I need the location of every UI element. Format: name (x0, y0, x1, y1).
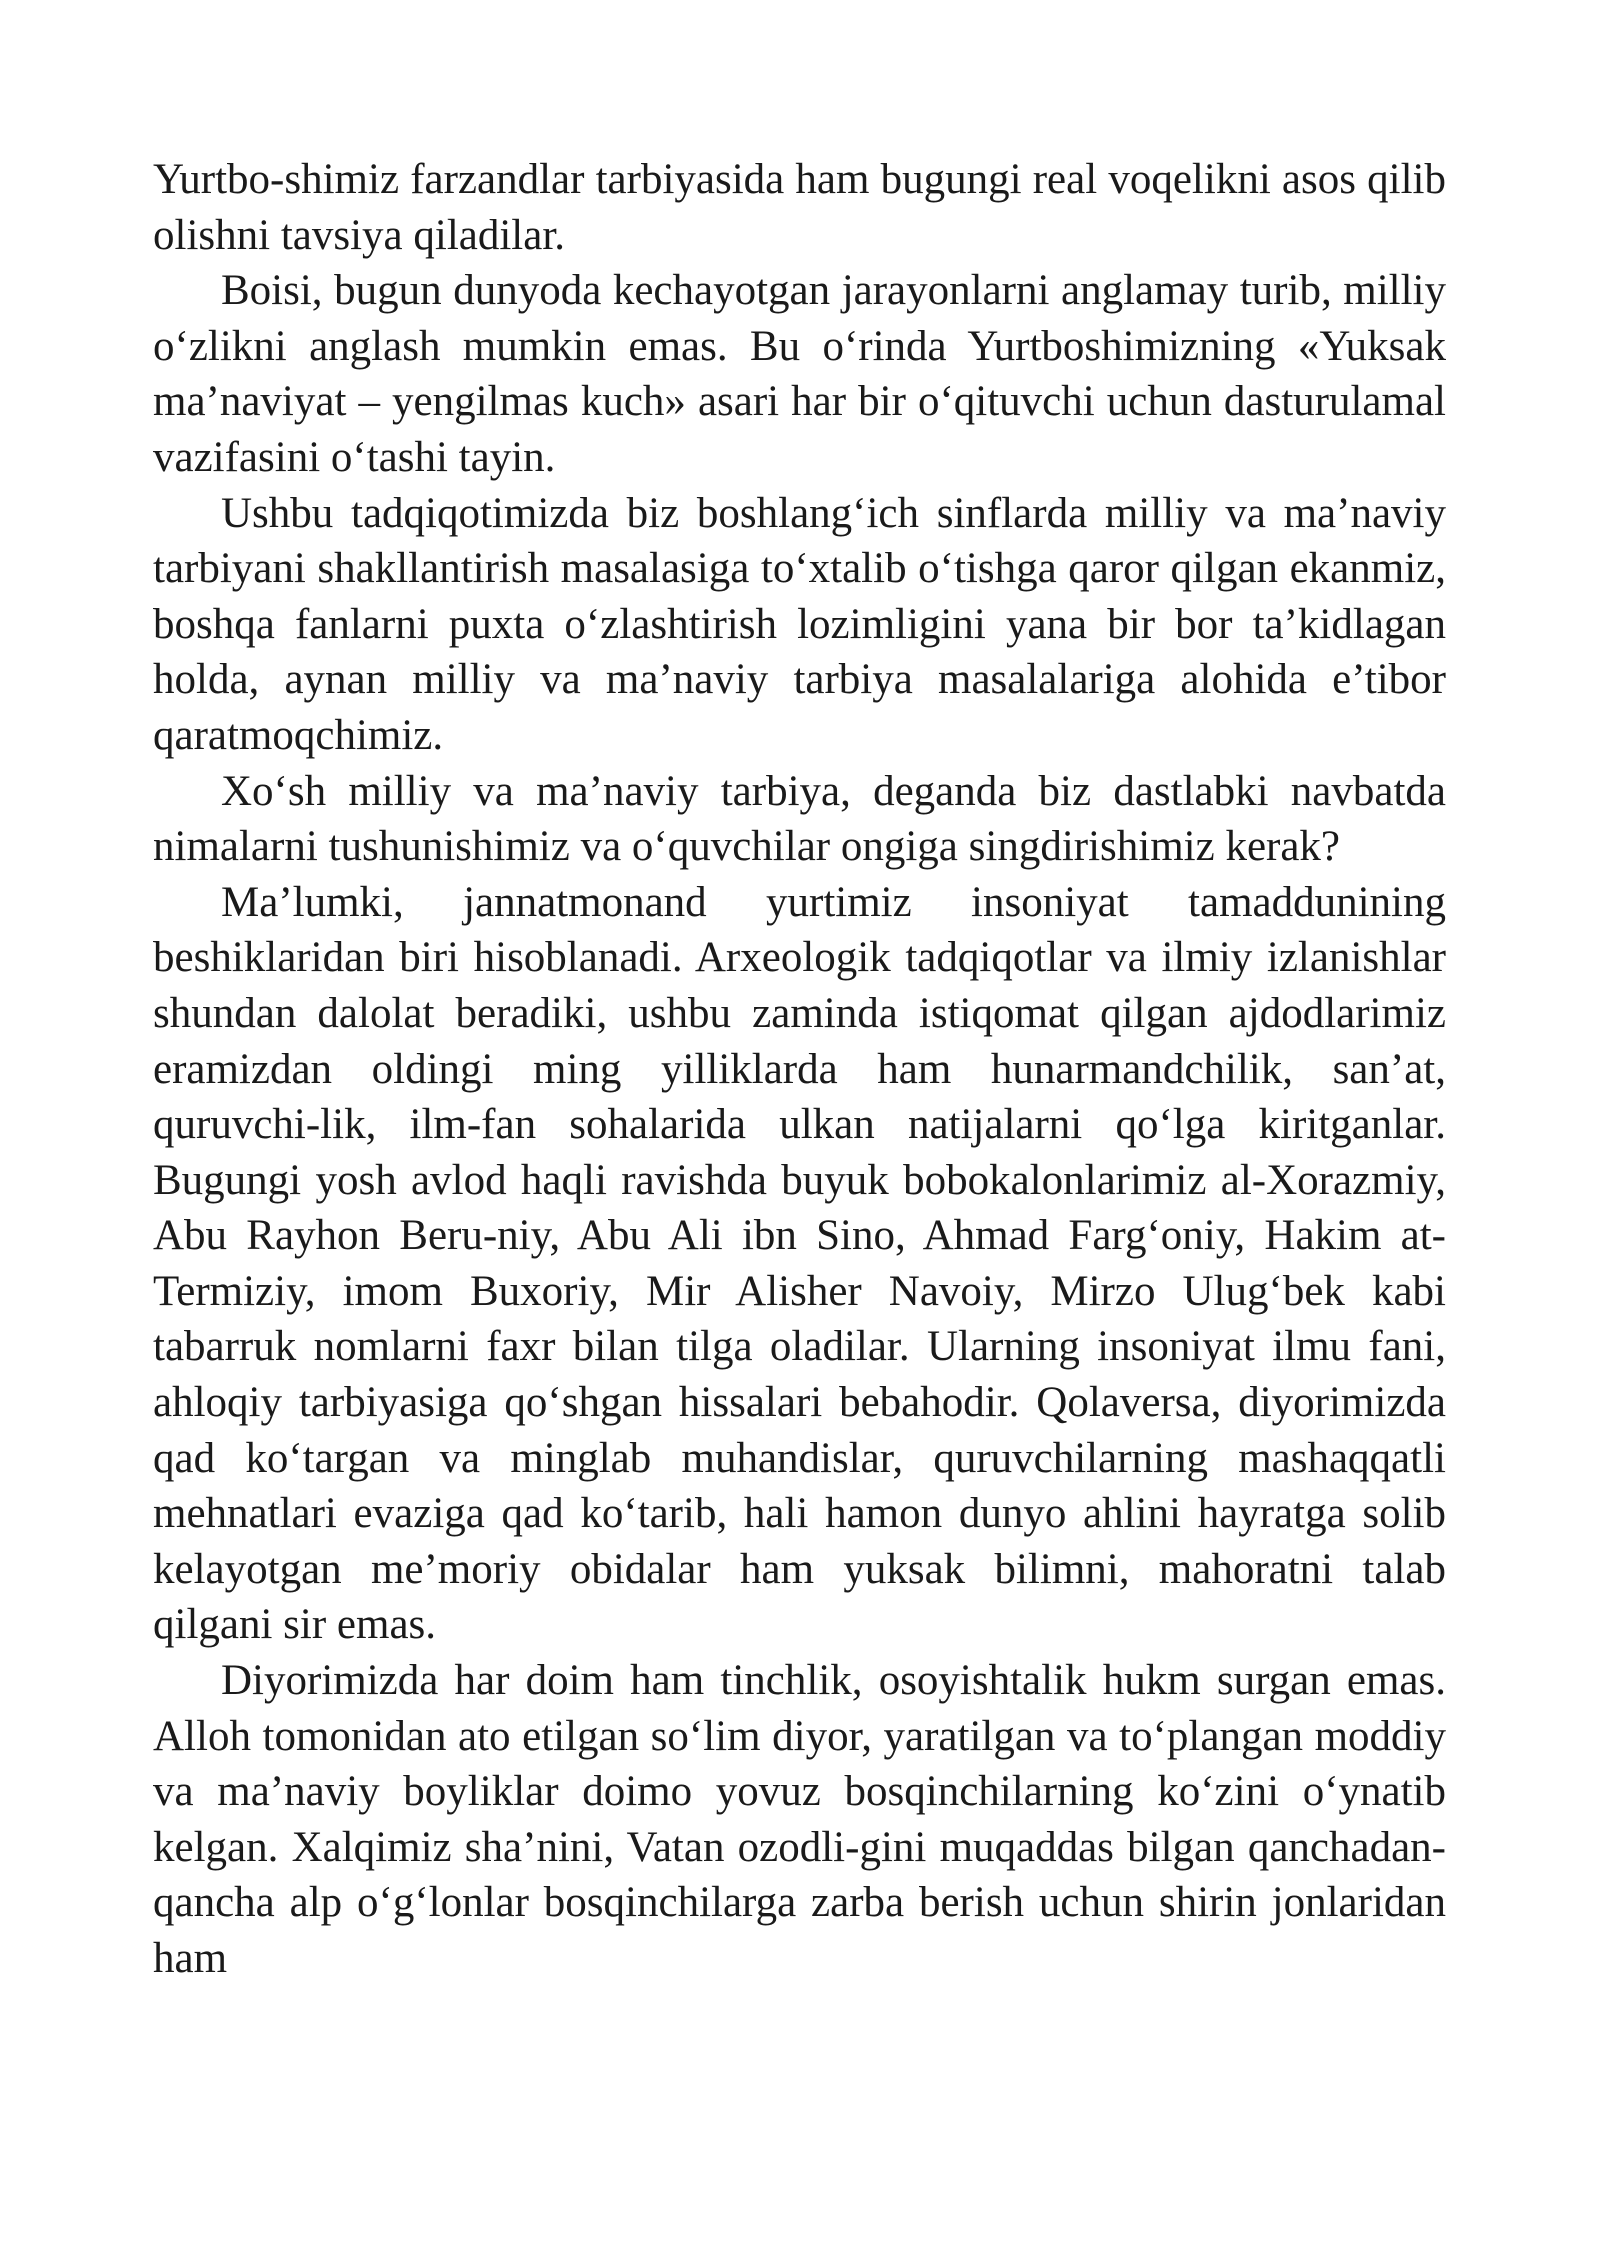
paragraph-malumki: Ma’lumki, jannatmonand yurtimiz insoniyat tamaddunining beshiklaridan biri hisoblanadi. Arxeologik tadqiqotlar va ilmiy izlanishlar shundan dalolat beradiki, ushbu zaminda istiqomat qilgan ajdodlarimiz eramizdan oldingi ming yilliklarda ham hunarmandchilik, san’at, quruvchi-lik, ilm-fan sohalarida ulkan natijalarni qo‘lga kiritganlar. Bugungi yosh avlod haqli ravishda buyuk bobokalonlarimiz al-Xorazmiy, Abu Rayhon Beru-niy, Abu Ali ibn Sino, Ahmad Farg‘oniy, Hakim at-Termiziy, imom Buxoriy, Mir Alisher Navoiy, Mirzo Ulug‘bek kabi tabarruk nomlarni faxr bilan tilga oladilar. Ularning insoniyat ilmu fani, ahloqiy tarbiyasiga qo‘shgan hissalari bebahodir. Qolaversa, diyorimizda qad ko‘targan va minglab muhandislar, quruvchilarning mashaqqatli mehnatlari evaziga qad ko‘tarib, hali hamon dunyo ahlini hayratga solib kelayotgan me’moriy obidalar ham yuksak bilimni, mahoratni talab qilgani sir emas. (153, 878, 1446, 1649)
paragraph-continuation: Yurtbo-shimiz farzandlar tarbiyasida ham bugungi real voqelikni asos qilib olishni tavsiya qiladilar. (153, 156, 1446, 259)
paragraph-ushbu: Ushbu tadqiqotimizda biz boshlang‘ich sinflarda milliy va ma’naviy tarbiyani shakllantirish masalasiga to‘xtalib o‘tishga qaror qilgan ekanmiz, boshqa fanlarni puxta o‘zlashtirish lozimligini yana bir bor ta’kidlagan holda, aynan milliy va ma’naviy tarbiya masalalariga alohida e’tibor qaratmoqchimiz. (153, 489, 1446, 759)
page-body (153, 152, 1446, 1987)
paragraph-boisi: Boisi, bugun dunyoda kechayotgan jarayonlarni anglamay turib, milliy o‘zlikni anglash mumkin emas. Bu o‘rinda Yurtboshimizning «Yuksak ma’naviyat – yengilmas kuch» asari har bir o‘qituvchi uchun dasturulamal vazifasini o‘tashi tayin. (153, 267, 1446, 481)
paragraph-diyorimizda: Diyorimizda har doim ham tinchlik, osoyishtalik hukm surgan emas. Alloh tomonidan ato etilgan so‘lim diyor, yaratilgan va to‘plangan moddiy va ma’naviy boyliklar doimo yovuz bosqinchilarning ko‘zini o‘ynatib kelgan. Xalqimiz sha’nini, Vatan ozodli-gini muqaddas bilgan qanchadan-qancha alp o‘g‘lonlar bosqinchilarga zarba berish uchun shirin jonlaridan ham (153, 1657, 1446, 1982)
paragraph-xosh: Xo‘sh milliy va ma’naviy tarbiya, deganda biz dastlabki navbatda nimalarni tushunishimiz va o‘quvchilar ongiga singdirishimiz kerak? (153, 767, 1446, 871)
